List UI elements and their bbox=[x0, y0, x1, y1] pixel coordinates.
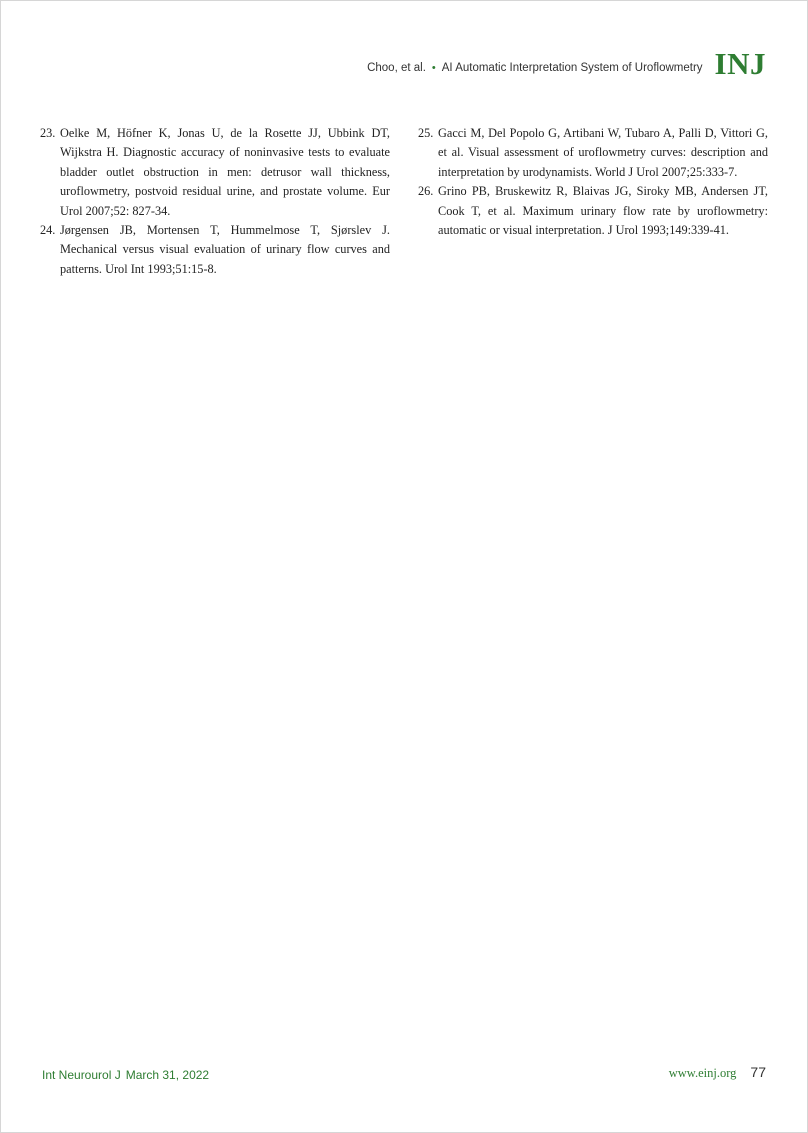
footer-journal-info bbox=[42, 1068, 209, 1082]
reference-number: 26. bbox=[418, 184, 434, 199]
reference-number: 23. bbox=[40, 126, 56, 140]
footer-url[interactable]: www.einj.org bbox=[668, 1066, 737, 1080]
reference-text: Oelke M, Höfner K, Jonas U, de la Rosette JJ, Ubbink DT, Wijkstra H. Diagnostic accuracy of noninvasive tests to evaluate bladder outlet obstruction in men: detrusor wall thickness, uroflowmetry, postvoid residual urine, and prostate volume. Eur Urol 2007;52: 827-34. bbox=[60, 126, 390, 218]
reference-text: Gacci M, Del Popolo G, Artibani W, Tubaro A, Palli D, Vittori G, et al. Visual assessment of uroflowmetry curves: description and interpretation by urodynamists. World J Urol 2007;25:333-7. bbox=[438, 126, 768, 179]
footer-right bbox=[669, 1064, 766, 1081]
reference-list bbox=[40, 124, 768, 284]
reference-text: Jørgensen JB, Mortensen T, Hummelmose T, Sjørslev J. Mechanical versus visual evaluation of urinary flow curves and patterns. Urol Int 1993;51:15-8. bbox=[60, 223, 390, 276]
header-title: AI Automatic Interpretation System of Uroflowmetry bbox=[441, 62, 703, 74]
reference-item bbox=[418, 124, 768, 182]
reference-item bbox=[40, 221, 390, 279]
footer-date: March 31, 2022 bbox=[125, 1068, 210, 1082]
running-header bbox=[367, 44, 766, 80]
reference-text: Grino PB, Bruskewitz R, Blaivas JG, Siroky MB, Andersen JT, Cook T, et al. Maximum urinary flow rate by uroflowmetry: automatic or visual interpretation. J Urol 1993;149:339-41. bbox=[438, 184, 768, 238]
reference-item bbox=[418, 182, 768, 240]
header-authors: Choo, et al. bbox=[367, 62, 426, 74]
header-bullet: • bbox=[431, 62, 436, 74]
reference-number: 25. bbox=[418, 126, 434, 140]
journal-logo: INJ bbox=[714, 46, 766, 81]
reference-number: 24. bbox=[40, 223, 56, 238]
page-number: 77 bbox=[750, 1064, 766, 1080]
footer-journal: Int Neurourol J bbox=[42, 1068, 121, 1082]
reference-item bbox=[40, 124, 390, 221]
